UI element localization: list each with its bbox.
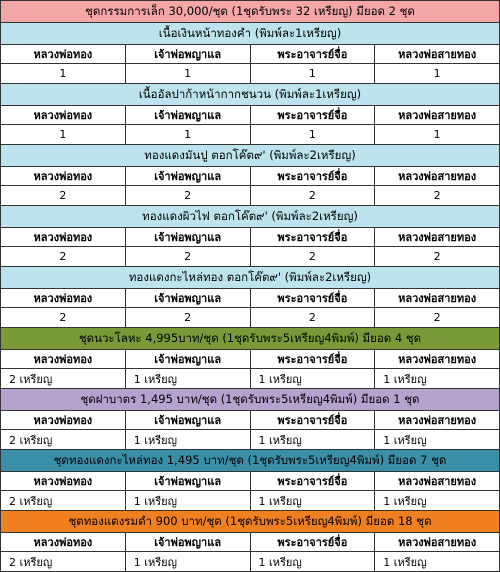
column-header: เจ้าพ่อพญาแล bbox=[125, 167, 250, 186]
column-header: หลวงพ่อสายทอง bbox=[375, 228, 500, 247]
value-row bbox=[1, 369, 500, 389]
section-title: ทองแดงกะไหล่ทอง ตอกโค๊ต๙' (พิมพ์ละ2เหรียญ) bbox=[1, 267, 500, 289]
section-title: ทองแดงผิวไฟ ตอกโค๊ต๙' (พิมพ์ละ2เหรียญ) bbox=[1, 206, 500, 228]
section-title-row bbox=[1, 1, 500, 23]
column-header: หลวงพ่อทอง bbox=[1, 472, 126, 491]
value-cell: 1 เหรียญ bbox=[250, 430, 375, 450]
value-cell: 1 เหรียญ bbox=[250, 369, 375, 389]
value-cell: 2 bbox=[1, 186, 126, 206]
value-cell: 1 เหรียญ bbox=[375, 430, 500, 450]
value-row bbox=[1, 186, 500, 206]
value-cell: 2 bbox=[250, 247, 375, 267]
value-cell: 2 bbox=[125, 308, 250, 328]
column-header: พระอาจารย์จื่อ bbox=[250, 350, 375, 369]
column-header: หลวงพ่อสายทอง bbox=[375, 411, 500, 430]
value-cell: 2 bbox=[375, 186, 500, 206]
value-cell: 1 เหรียญ bbox=[375, 491, 500, 511]
column-header: หลวงพ่อทอง bbox=[1, 106, 126, 125]
column-header: หลวงพ่อทอง bbox=[1, 411, 126, 430]
column-header-row bbox=[1, 472, 500, 491]
column-header: หลวงพ่อสายทอง bbox=[375, 106, 500, 125]
section-title: ทองแดงมันปู ตอกโค๊ต๙' (พิมพ์ละ2เหรียญ) bbox=[1, 145, 500, 167]
column-header-row bbox=[1, 45, 500, 64]
column-header: พระอาจารย์จื่อ bbox=[250, 533, 375, 552]
value-cell: 2 เหรียญ bbox=[1, 369, 126, 389]
column-header-row bbox=[1, 411, 500, 430]
column-header: หลวงพ่อสายทอง bbox=[375, 472, 500, 491]
column-header: พระอาจารย์จื่อ bbox=[250, 472, 375, 491]
column-header-row bbox=[1, 533, 500, 552]
column-header: หลวงพ่อทอง bbox=[1, 167, 126, 186]
section-title-row bbox=[1, 206, 500, 228]
column-header-row bbox=[1, 228, 500, 247]
value-cell: 2 bbox=[250, 308, 375, 328]
column-header: หลวงพ่อสายทอง bbox=[375, 533, 500, 552]
value-cell: 1 เหรียญ bbox=[375, 552, 500, 572]
value-cell: 2 bbox=[125, 247, 250, 267]
column-header: เจ้าพ่อพญาแล bbox=[125, 350, 250, 369]
column-header: พระอาจารย์จื่อ bbox=[250, 411, 375, 430]
value-row bbox=[1, 125, 500, 145]
section-title-row bbox=[1, 267, 500, 289]
column-header: เจ้าพ่อพญาแล bbox=[125, 533, 250, 552]
section-title: ชุดทองแดงรมดำ 900 บาท/ชุด (1ชุดรับพระ5เหรียญ4พิมพ์) มียอด 18 ชุด bbox=[1, 511, 500, 533]
value-cell: 1 bbox=[125, 125, 250, 145]
value-cell: 2 เหรียญ bbox=[1, 552, 126, 572]
section-title-row bbox=[1, 23, 500, 45]
column-header: หลวงพ่อทอง bbox=[1, 533, 126, 552]
column-header: พระอาจารย์จื่อ bbox=[250, 45, 375, 64]
value-cell: 2 bbox=[250, 186, 375, 206]
section-title-row bbox=[1, 328, 500, 350]
column-header: หลวงพ่อทอง bbox=[1, 45, 126, 64]
value-cell: 1 bbox=[250, 64, 375, 84]
column-header: พระอาจารย์จื่อ bbox=[250, 228, 375, 247]
value-row bbox=[1, 308, 500, 328]
value-cell: 2 เหรียญ bbox=[1, 491, 126, 511]
column-header: เจ้าพ่อพญาแล bbox=[125, 472, 250, 491]
value-cell: 1 bbox=[1, 64, 126, 84]
column-header: พระอาจารย์จื่อ bbox=[250, 167, 375, 186]
column-header: หลวงพ่อทอง bbox=[1, 289, 126, 308]
column-header: หลวงพ่อสายทอง bbox=[375, 45, 500, 64]
value-cell: 1 bbox=[250, 125, 375, 145]
column-header: หลวงพ่อทอง bbox=[1, 350, 126, 369]
column-header-row bbox=[1, 350, 500, 369]
column-header-row bbox=[1, 167, 500, 186]
section-title: เนื้ออัลปาก้าหน้ากากชนวน (พิมพ์ละ1เหรียญ) bbox=[1, 84, 500, 106]
column-header: พระอาจารย์จื่อ bbox=[250, 106, 375, 125]
column-header: หลวงพ่อทอง bbox=[1, 228, 126, 247]
value-cell: 1 เหรียญ bbox=[375, 369, 500, 389]
column-header: หลวงพ่อสายทอง bbox=[375, 289, 500, 308]
section-title: ชุดฝาบาตร 1,495 บาท/ชุด (1ชุดรับพระ5เหรียญ4พิมพ์) มียอด 1 ชุด bbox=[1, 389, 500, 411]
column-header: หลวงพ่อสายทอง bbox=[375, 350, 500, 369]
section-title-row bbox=[1, 450, 500, 472]
column-header: เจ้าพ่อพญาแล bbox=[125, 289, 250, 308]
section-title: ชุดนวะโลหะ 4,995บาท/ชุด (1ชุดรับพระ5เหรียญ4พิมพ์) มียอด 4 ชุด bbox=[1, 328, 500, 350]
column-header: เจ้าพ่อพญาแล bbox=[125, 45, 250, 64]
value-cell: 1 bbox=[1, 125, 126, 145]
value-cell: 1 bbox=[375, 125, 500, 145]
value-cell: 2 เหรียญ bbox=[1, 430, 126, 450]
value-cell: 1 bbox=[375, 64, 500, 84]
section-title: เนื้อเงินหน้าทองคำ (พิมพ์ละ1เหรียญ) bbox=[1, 23, 500, 45]
column-header: พระอาจารย์จื่อ bbox=[250, 289, 375, 308]
section-title-row bbox=[1, 511, 500, 533]
value-cell: 1 เหรียญ bbox=[250, 491, 375, 511]
table-body bbox=[1, 1, 500, 572]
value-cell: 2 bbox=[1, 247, 126, 267]
column-header: เจ้าพ่อพญาแล bbox=[125, 228, 250, 247]
section-title-row bbox=[1, 145, 500, 167]
section-title: ชุดกรรมการเล็ก 30,000/ชุด (1ชุดรับพระ 32 เหรียญ) มียอด 2 ชุด bbox=[1, 1, 500, 23]
section-title: ชุดทองแดงกะไหล่ทอง 1,495 บาท/ชุด (1ชุดรับพระ5เหรียญ4พิมพ์) มียอด 7 ชุด bbox=[1, 450, 500, 472]
column-header: หลวงพ่อสายทอง bbox=[375, 167, 500, 186]
section-title-row bbox=[1, 389, 500, 411]
value-cell: 2 bbox=[125, 186, 250, 206]
value-row bbox=[1, 247, 500, 267]
column-header: เจ้าพ่อพญาแล bbox=[125, 411, 250, 430]
value-cell: 2 bbox=[375, 247, 500, 267]
value-row bbox=[1, 430, 500, 450]
column-header: เจ้าพ่อพญาแล bbox=[125, 106, 250, 125]
value-cell: 2 bbox=[1, 308, 126, 328]
column-header-row bbox=[1, 289, 500, 308]
value-cell: 2 bbox=[375, 308, 500, 328]
value-cell: 1 เหรียญ bbox=[125, 369, 250, 389]
section-title-row bbox=[1, 84, 500, 106]
value-cell: 1 เหรียญ bbox=[250, 552, 375, 572]
value-row bbox=[1, 64, 500, 84]
column-header-row bbox=[1, 106, 500, 125]
value-row bbox=[1, 491, 500, 511]
value-cell: 1 เหรียญ bbox=[125, 430, 250, 450]
value-cell: 1 bbox=[125, 64, 250, 84]
value-cell: 1 เหรียญ bbox=[125, 552, 250, 572]
value-cell: 1 เหรียญ bbox=[125, 491, 250, 511]
